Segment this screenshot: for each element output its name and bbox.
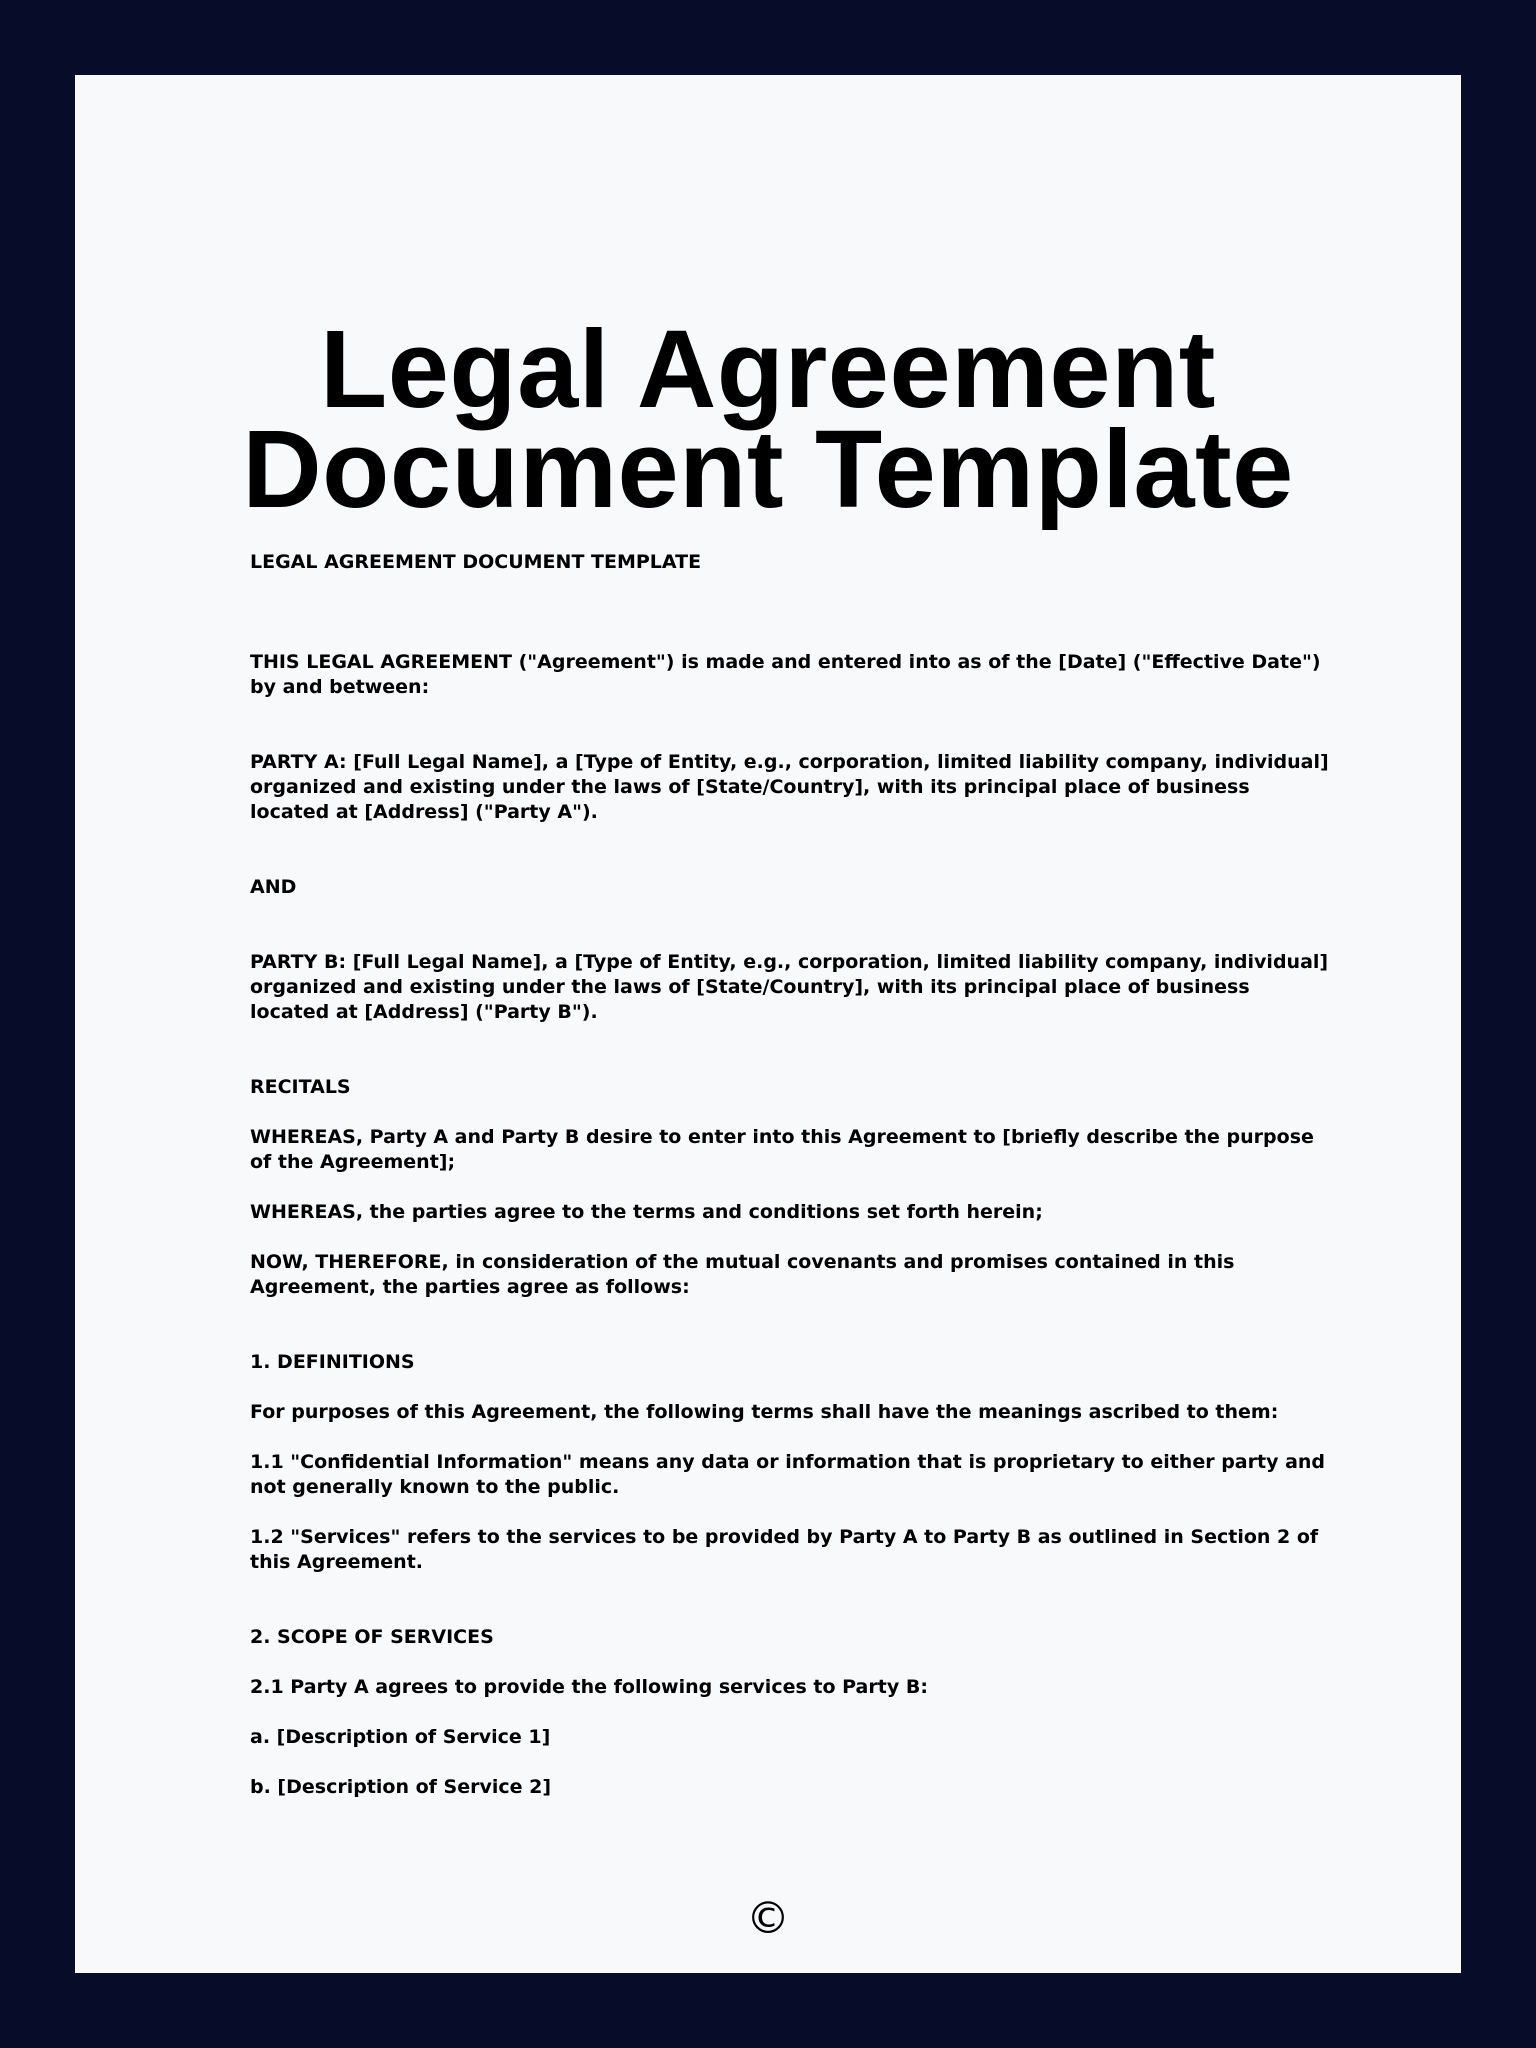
definition-1-2: 1.2 "Services" refers to the services to be provided by Party A to Party B as outlined in Section 2 of this Agreement.	[250, 1526, 1319, 1573]
whereas-paragraph-1: WHEREAS, Party A and Party B desire to enter into this Agreement to [briefly describe the purpose of the Agreement];	[250, 1126, 1314, 1173]
definitions-intro: For purposes of this Agreement, the following terms shall have the meanings ascribed to them:	[250, 1401, 1279, 1423]
service-item-b: b. [Description of Service 2]	[250, 1776, 552, 1798]
scope-heading: 2. SCOPE OF SERVICES	[250, 1626, 494, 1648]
scope-2-1: 2.1 Party A agrees to provide the following services to Party B:	[250, 1676, 928, 1698]
service-item-a: a. [Description of Service 1]	[250, 1726, 551, 1748]
whereas-paragraph-2: WHEREAS, the parties agree to the terms and conditions set forth herein;	[250, 1201, 1043, 1223]
party-b-paragraph: PARTY B: [Full Legal Name], a [Type of Entity, e.g., corporation, limited liability company, individual] organized and existing under the laws of [State/Country], with its principal place of business located at [Address] ("Party B").	[250, 951, 1329, 1023]
copyright-icon: ©	[746, 1893, 790, 1944]
intro-paragraph: THIS LEGAL AGREEMENT ("Agreement") is made and entered into as of the [Date] ("Effective Date") by and between:	[250, 651, 1321, 698]
definitions-heading: 1. DEFINITIONS	[250, 1351, 415, 1373]
and-separator: AND	[250, 876, 297, 898]
document-page	[75, 75, 1461, 1973]
now-therefore-paragraph: NOW, THEREFORE, in consideration of the mutual covenants and promises contained in this Agreement, the parties agree as follows:	[250, 1251, 1235, 1298]
definition-1-1: 1.1 "Confidential Information" means any data or information that is proprietary to either party and not generally known to the public.	[250, 1451, 1326, 1498]
recitals-heading: RECITALS	[250, 1076, 351, 1098]
agreement-heading: LEGAL AGREEMENT DOCUMENT TEMPLATE	[250, 551, 702, 573]
document-title: Legal Agreement Document Template	[242, 308, 1294, 531]
party-a-paragraph: PARTY A: [Full Legal Name], a [Type of Entity, e.g., corporation, limited liability company, individual] organized and existing under the laws of [State/Country], with its principal place of business located at [Address] ("Party A").	[250, 751, 1329, 823]
